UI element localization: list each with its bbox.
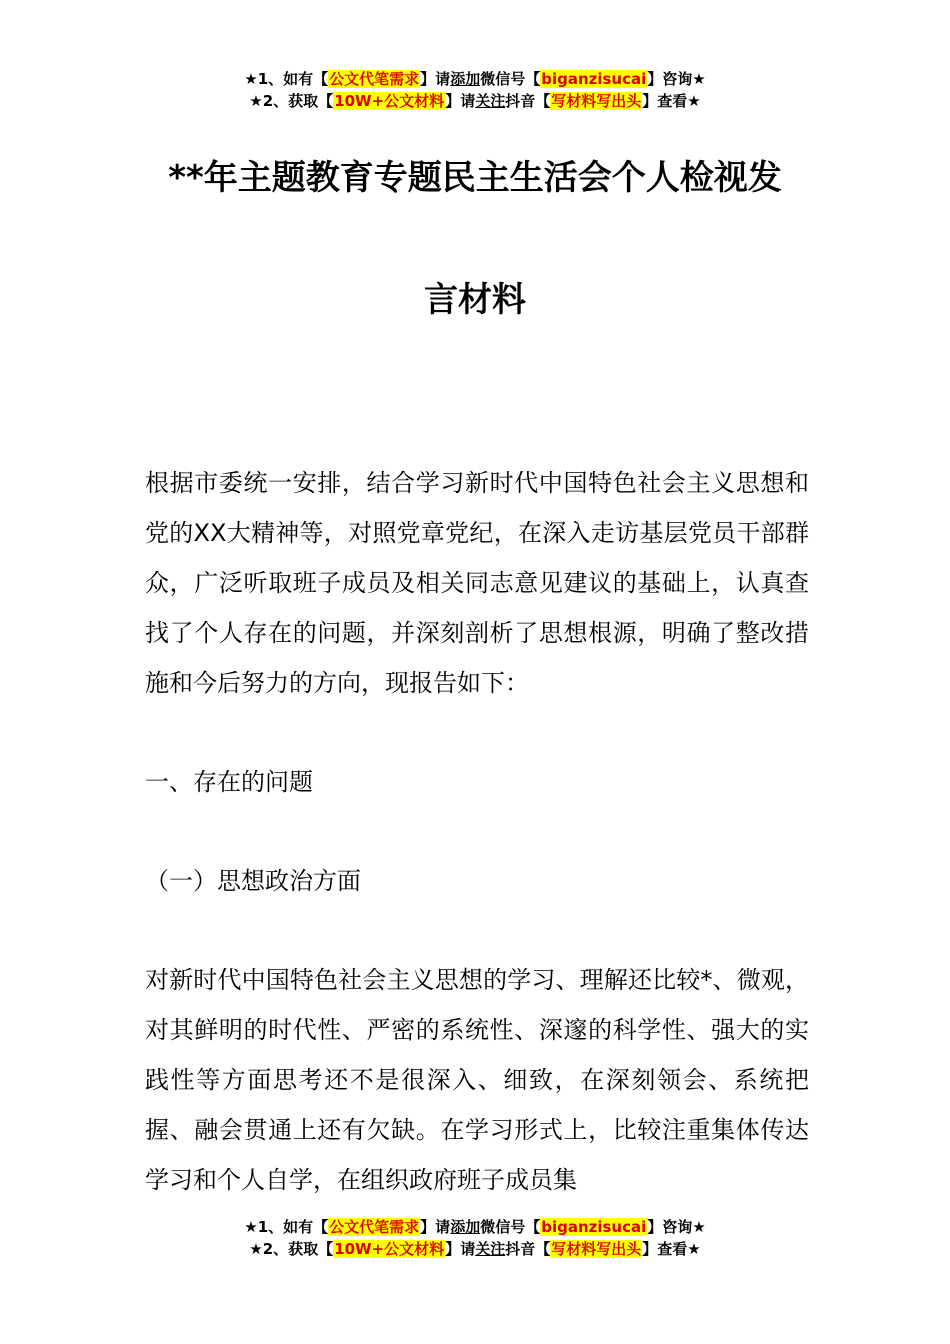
banner-highlight: 10W+公文材料 bbox=[334, 92, 445, 110]
banner-text: 】查看★ bbox=[642, 1240, 701, 1258]
banner-text: 】请 bbox=[445, 1240, 476, 1258]
intro-paragraph: 根据市委统一安排，结合学习新时代中国特色社会主义思想和党的XX大精神等，对照党章党纪，在深入走访基层党员干部群众，广泛听取班子成员及相关同志意见建议的基础上，认真查找了个人存在的问题，并深刻剖析了思想根源，明确了整改措施和今后努力的方向，现报告如下： bbox=[145, 469, 809, 697]
banner-underline: 添加 bbox=[450, 1218, 481, 1236]
banner-text: 抖音【 bbox=[505, 92, 551, 110]
document-title-line-2: 言材料 bbox=[424, 280, 526, 320]
body-paragraph: 对新时代中国特色社会主义思想的学习、理解还比较*、微观，对其鲜明的时代性、严密的系统性、深邃的科学性、强大的实践性等方面思考还不是很深入、细致，在深刻领会、系统把握、融会贯通上还有欠缺。在学习形式上，比较注重集体传达学习和个人自学，在组织政府班子成员集 bbox=[145, 966, 809, 1194]
banner-text: ★2、获取【 bbox=[249, 92, 334, 110]
banner-text: 】咨询★ bbox=[647, 70, 706, 88]
banner-line-2 bbox=[0, 1238, 950, 1260]
banner-highlight: biganzisucai bbox=[541, 70, 647, 88]
banner-line-1 bbox=[0, 68, 950, 90]
banner-highlight: 公文代笔需求 bbox=[329, 1218, 420, 1236]
banner-highlight: 写材料写出头 bbox=[551, 1240, 642, 1258]
banner-highlight: biganzisucai bbox=[541, 1218, 647, 1236]
top-banner bbox=[0, 68, 950, 112]
banner-text: 】请 bbox=[420, 70, 451, 88]
banner-highlight: 10W+公文材料 bbox=[334, 1240, 445, 1258]
banner-underline: 添加 bbox=[450, 70, 481, 88]
banner-text: 】查看★ bbox=[642, 92, 701, 110]
banner-text: 抖音【 bbox=[505, 1240, 551, 1258]
banner-highlight: 公文代笔需求 bbox=[329, 70, 420, 88]
banner-line-1 bbox=[0, 1216, 950, 1238]
banner-line-2 bbox=[0, 90, 950, 112]
banner-text: ★1、如有【 bbox=[244, 70, 329, 88]
banner-text: 】咨询★ bbox=[647, 1218, 706, 1236]
banner-text: 微信号【 bbox=[480, 1218, 541, 1236]
banner-highlight: 写材料写出头 bbox=[551, 92, 642, 110]
section-heading: 一、存在的问题 bbox=[145, 768, 313, 796]
banner-text: ★2、获取【 bbox=[249, 1240, 334, 1258]
banner-text: 】请 bbox=[445, 92, 476, 110]
banner-text: 】请 bbox=[420, 1218, 451, 1236]
banner-underline: 关注 bbox=[475, 92, 506, 110]
banner-text: 微信号【 bbox=[480, 70, 541, 88]
banner-text: ★1、如有【 bbox=[244, 1218, 329, 1236]
banner-underline: 关注 bbox=[475, 1240, 506, 1258]
bottom-banner bbox=[0, 1216, 950, 1260]
document-title-line-1: **年主题教育专题民主生活会个人检视发 bbox=[168, 158, 782, 198]
subsection-heading: （一）思想政治方面 bbox=[145, 867, 361, 895]
